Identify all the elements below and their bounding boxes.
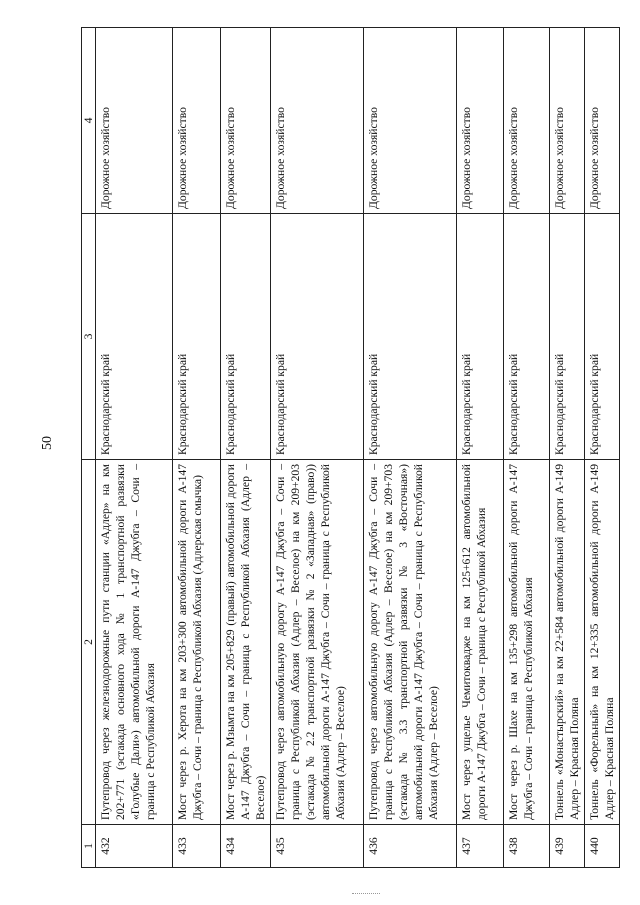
region-cell: Краснодарский край: [550, 214, 585, 460]
row-number: 432: [96, 825, 173, 868]
region-cell: Краснодарский край: [364, 214, 457, 460]
table-row: [96, 28, 173, 868]
column-header-2: 2: [82, 460, 96, 825]
table-row: [221, 28, 271, 868]
object-name: Мост через р. Мзымта на км 205+829 (правый) автомобильной дороги А-147 Джубга – Сочи – граница с Республикой Абхазия (Адлер – Веселое): [221, 460, 271, 825]
sector-cell: Дорожное хозяйство: [364, 28, 457, 214]
region-cell: Краснодарский край: [504, 214, 550, 460]
table-row: [271, 28, 364, 868]
object-name: Мост через ущелье Чемитоквадже на км 125+612 автомобильной дороги А-147 Джубга – Сочи – граница с Республикой Абхазия: [457, 460, 504, 825]
row-number: 438: [504, 825, 550, 868]
object-name: Путепровод через железнодорожные пути станции «Адлер» на км 202+771 (эстакада основного хода № 1 транспортной развязки «Голубые Дали») автомобильной дороги А-147 Джубга – Сочи – граница с Республикой Абхазия: [96, 460, 173, 825]
sector-cell: Дорожное хозяйство: [550, 28, 585, 214]
page-number: 50: [40, 436, 55, 450]
column-header-3: 3: [82, 214, 96, 460]
sector-cell: Дорожное хозяйство: [504, 28, 550, 214]
object-name: Путепровод через автомобильную дорогу А-147 Джубга – Сочи – граница с Республикой Абхазия (Адлер – Веселое) на км 209+203 (эстакада № 2.2 транспортной развязки № 2 «Западная» (право)) автомобильной дороги А-147 Джубга – Сочи – граница с Республикой Абхазия (Адлер – Веселое): [271, 460, 364, 825]
row-number: 439: [550, 825, 585, 868]
row-number: 440: [585, 825, 620, 868]
sector-cell: Дорожное хозяйство: [585, 28, 620, 214]
sector-cell: Дорожное хозяйство: [457, 28, 504, 214]
column-header-1: 1: [82, 825, 96, 868]
scan-artifact: [352, 893, 380, 895]
region-cell: Краснодарский край: [585, 214, 620, 460]
object-name: Тоннель «Монастырский» на км 22+584 автомобильной дороги А-149 Адлер – Красная Поляна: [550, 460, 585, 825]
row-number: 433: [173, 825, 221, 868]
row-number: 435: [271, 825, 364, 868]
rotated-table-container: [81, 28, 617, 868]
table-row: [504, 28, 550, 868]
region-cell: Краснодарский край: [221, 214, 271, 460]
object-name: Тоннель «Форельный» на км 12+335 автомобильной дороги А-149 Адлер – Красная Поляна: [585, 460, 620, 825]
registry-table: [81, 27, 620, 868]
table-row: [364, 28, 457, 868]
object-name: Путепровод через автомобильную дорогу А-147 Джубга – Сочи – граница с Республикой Абхазия (Адлер – Веселое) на км 209+703 (эстакада № 3.3 транспортной развязки № 3 «Восточная») автомобильной дороги А-147 Джубга – Сочи – граница с Республикой Абхазия (Адлер – Веселое): [364, 460, 457, 825]
region-cell: Краснодарский край: [173, 214, 221, 460]
sector-cell: Дорожное хозяйство: [173, 28, 221, 214]
region-cell: Краснодарский край: [271, 214, 364, 460]
row-number: 437: [457, 825, 504, 868]
region-cell: Краснодарский край: [457, 214, 504, 460]
column-header-4: 4: [82, 28, 96, 214]
sector-cell: Дорожное хозяйство: [271, 28, 364, 214]
object-name: Мост через р. Херота на км 203+300 автомобильной дороги А-147 Джубга – Сочи – граница с Республикой Абхазия (Адлерская смычка): [173, 460, 221, 825]
table-row: [173, 28, 221, 868]
row-number: 436: [364, 825, 457, 868]
sector-cell: Дорожное хозяйство: [96, 28, 173, 214]
row-number: 434: [221, 825, 271, 868]
region-cell: Краснодарский край: [96, 214, 173, 460]
object-name: Мост через р. Шахе на км 135+298 автомобильной дороги А-147 Джубга – Сочи – граница с Республикой Абхазия: [504, 460, 550, 825]
sector-cell: Дорожное хозяйство: [221, 28, 271, 214]
table-row: [457, 28, 504, 868]
table-row: [550, 28, 585, 868]
header-row: [82, 28, 96, 868]
table-row: [585, 28, 620, 868]
